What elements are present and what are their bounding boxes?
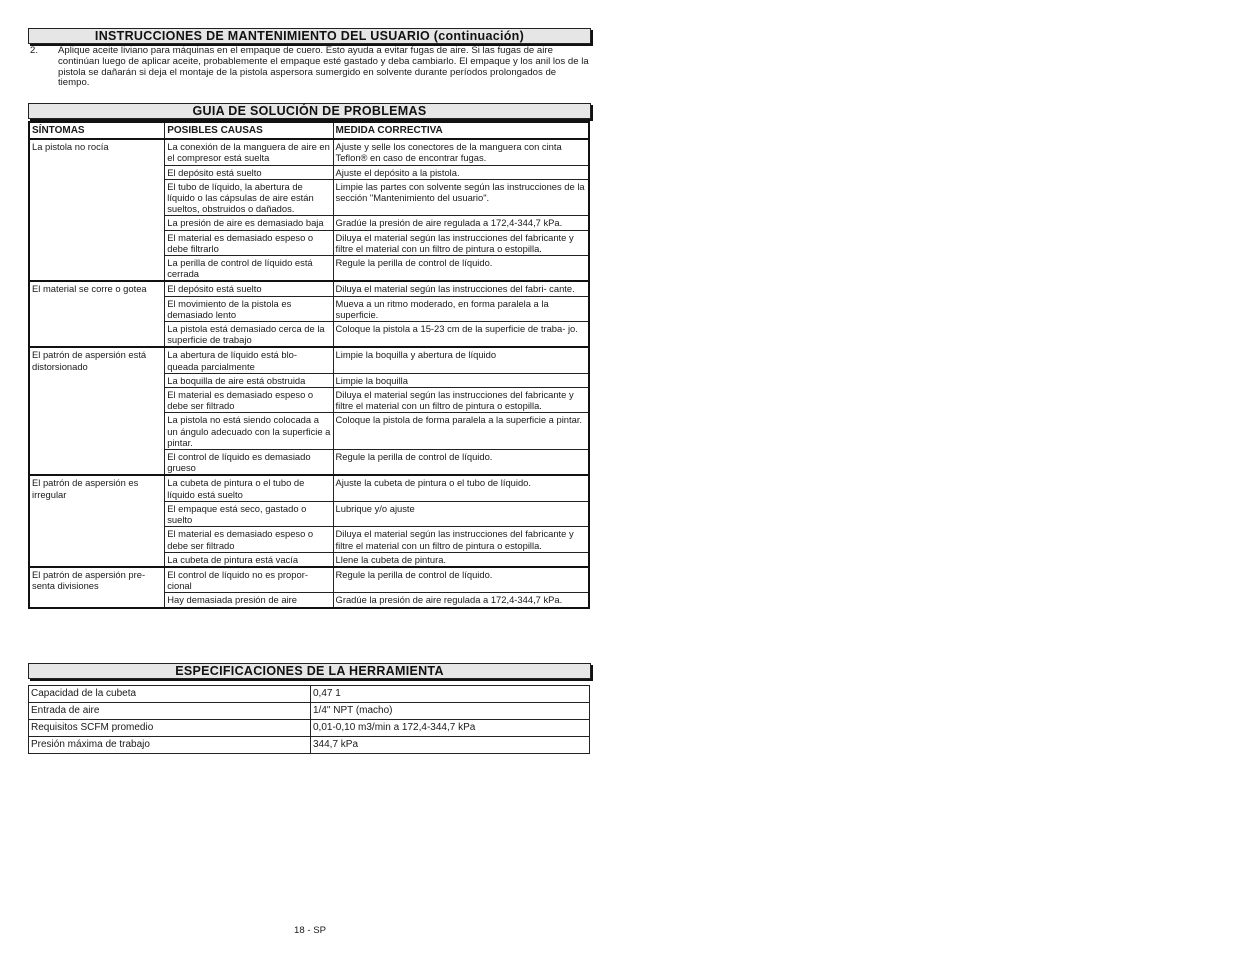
cause-cell: Hay demasiada presión de aire: [165, 593, 333, 608]
spec-label: Presión máxima de trabajo: [29, 737, 311, 754]
header-symptoms: SÍNTOMAS: [29, 122, 165, 139]
page-number: 18 - SP: [294, 925, 326, 936]
spec-label: Requisitos SCFM promedio: [29, 720, 311, 737]
fix-cell: Limpie la boquilla: [333, 373, 589, 387]
fix-cell: Ajuste el depósito a la pistola.: [333, 165, 589, 179]
fix-cell: Coloque la pistola a 15-23 cm de la superficie de traba- jo.: [333, 322, 589, 348]
item-number: 2.: [30, 45, 39, 56]
table-header-row: [29, 122, 589, 139]
specs-title: ESPECIFICACIONES DE LA HERRAMIENTA: [28, 663, 591, 679]
fix-cell: Limpie las partes con solvente según las instrucciones de la sección "Mantenimiento del usuario".: [333, 179, 589, 216]
spec-row: [29, 703, 590, 720]
fix-cell: Gradúe la presión de aire regulada a 172,4-344,7 kPa.: [333, 216, 589, 230]
cause-cell: La abertura de líquido está blo- queada parcialmente: [165, 347, 333, 373]
cause-cell: La presión de aire es demasiado baja: [165, 216, 333, 230]
table-row: [29, 347, 589, 373]
fix-cell: Mueva a un ritmo moderado, en forma paralela a la superficie.: [333, 296, 589, 321]
symptom-cell: El material se corre o gotea: [29, 281, 165, 347]
fix-cell: Gradúe la presión de aire regulada a 172,4-344,7 kPa.: [333, 593, 589, 608]
header-fix: MEDIDA CORRECTIVA: [333, 122, 589, 139]
fix-cell: Lubrique y/o ajuste: [333, 501, 589, 526]
symptom-cell: La pistola no rocía: [29, 139, 165, 281]
fix-cell: Diluya el material según las instrucciones del fabri- cante.: [333, 281, 589, 296]
troubleshooting-title: GUIA DE SOLUCIÓN DE PROBLEMAS: [28, 103, 591, 119]
cause-cell: El tubo de líquido, la abertura de líquido o las cápsulas de aire están sueltos, obstruidos o dañados.: [165, 179, 333, 216]
specs-table: [28, 685, 590, 754]
spec-value: 0,47 1: [311, 686, 590, 703]
fix-cell: Coloque la pistola de forma paralela a la superficie a pintar.: [333, 413, 589, 450]
fix-cell: Ajuste y selle los conectores de la manguera con cinta Teflon® en caso de encontrar fugas.: [333, 139, 589, 165]
spec-value: 1/4" NPT (macho): [311, 703, 590, 720]
table-row: [29, 567, 589, 593]
fix-cell: Diluya el material según las instrucciones del fabricante y filtre el material con un filtro de pintura o estopilla.: [333, 230, 589, 255]
cause-cell: La perilla de control de líquido está cerrada: [165, 256, 333, 282]
fix-cell: Regule la perilla de control de líquido.: [333, 567, 589, 593]
fix-cell: Diluya el material según las instrucciones del fabricante y filtre el material con un filtro de pintura o estopilla.: [333, 388, 589, 413]
fix-cell: Llene la cubeta de pintura.: [333, 552, 589, 567]
spec-row: [29, 720, 590, 737]
cause-cell: El material es demasiado espeso o debe filtrarlo: [165, 230, 333, 255]
spec-row: [29, 686, 590, 703]
spec-label: Capacidad de la cubeta: [29, 686, 311, 703]
header-causes: POSIBLES CAUSAS: [165, 122, 333, 139]
symptom-cell: El patrón de aspersión está distorsionado: [29, 347, 165, 475]
fix-cell: Ajuste la cubeta de pintura o el tubo de líquido.: [333, 475, 589, 501]
cause-cell: El movimiento de la pistola es demasiado lento: [165, 296, 333, 321]
cause-cell: El control de líquido no es propor- cional: [165, 567, 333, 593]
table-row: [29, 139, 589, 165]
symptom-cell: El patrón de aspersión pre- senta divisiones: [29, 567, 165, 608]
cause-cell: La pistola está demasiado cerca de la superficie de trabajo: [165, 322, 333, 348]
fix-cell: Regule la perilla de control de líquido.: [333, 256, 589, 282]
cause-cell: El control de líquido es demasiado grueso: [165, 450, 333, 476]
cause-cell: El empaque está seco, gastado o suelto: [165, 501, 333, 526]
cause-cell: El material es demasiado espeso o debe ser filtrado: [165, 388, 333, 413]
cause-cell: La conexión de la manguera de aire en el compresor está suelta: [165, 139, 333, 165]
cause-cell: La pistola no está siendo colocada a un ángulo adecuado con la superficie a pintar.: [165, 413, 333, 450]
cause-cell: El depósito está suelto: [165, 165, 333, 179]
cause-cell: El depósito está suelto: [165, 281, 333, 296]
cause-cell: La cubeta de pintura está vacía: [165, 552, 333, 567]
maintenance-item: [30, 46, 590, 89]
cause-cell: La cubeta de pintura o el tubo de líquido está suelto: [165, 475, 333, 501]
spec-label: Entrada de aire: [29, 703, 311, 720]
fix-cell: Regule la perilla de control de líquido.: [333, 450, 589, 476]
spec-value: 0,01-0,10 m3/min a 172,4-344,7 kPa: [311, 720, 590, 737]
spec-value: 344,7 kPa: [311, 737, 590, 754]
table-row: [29, 281, 589, 296]
fix-cell: Limpie la boquilla y abertura de líquido: [333, 347, 589, 373]
troubleshooting-table: [28, 121, 590, 609]
cause-cell: La boquilla de aire está obstruida: [165, 373, 333, 387]
spec-row: [29, 737, 590, 754]
item-text: Aplique aceite liviano para máquinas en el empaque de cuero. Esto ayuda a evitar fugas de aire. Si las fugas de aire continúan luego de aplicar aceite, probablemente el empaque esté gastado y deba cambiarlo. El empaque y los anil los de la pistola se dañarán si deja el montaje de la pistola aspersora sumergido en solvente durante períodos prolongados de tiempo.: [58, 45, 589, 89]
fix-cell: Diluya el material según las instrucciones del fabricante y filtre el material con un filtro de pintura o estopilla.: [333, 527, 589, 552]
symptom-cell: El patrón de aspersión es irregular: [29, 475, 165, 566]
table-row: [29, 475, 589, 501]
cause-cell: El material es demasiado espeso o debe ser filtrado: [165, 527, 333, 552]
maintenance-section-title: INSTRUCCIONES DE MANTENIMIENTO DEL USUARIO (continuación): [28, 28, 591, 44]
